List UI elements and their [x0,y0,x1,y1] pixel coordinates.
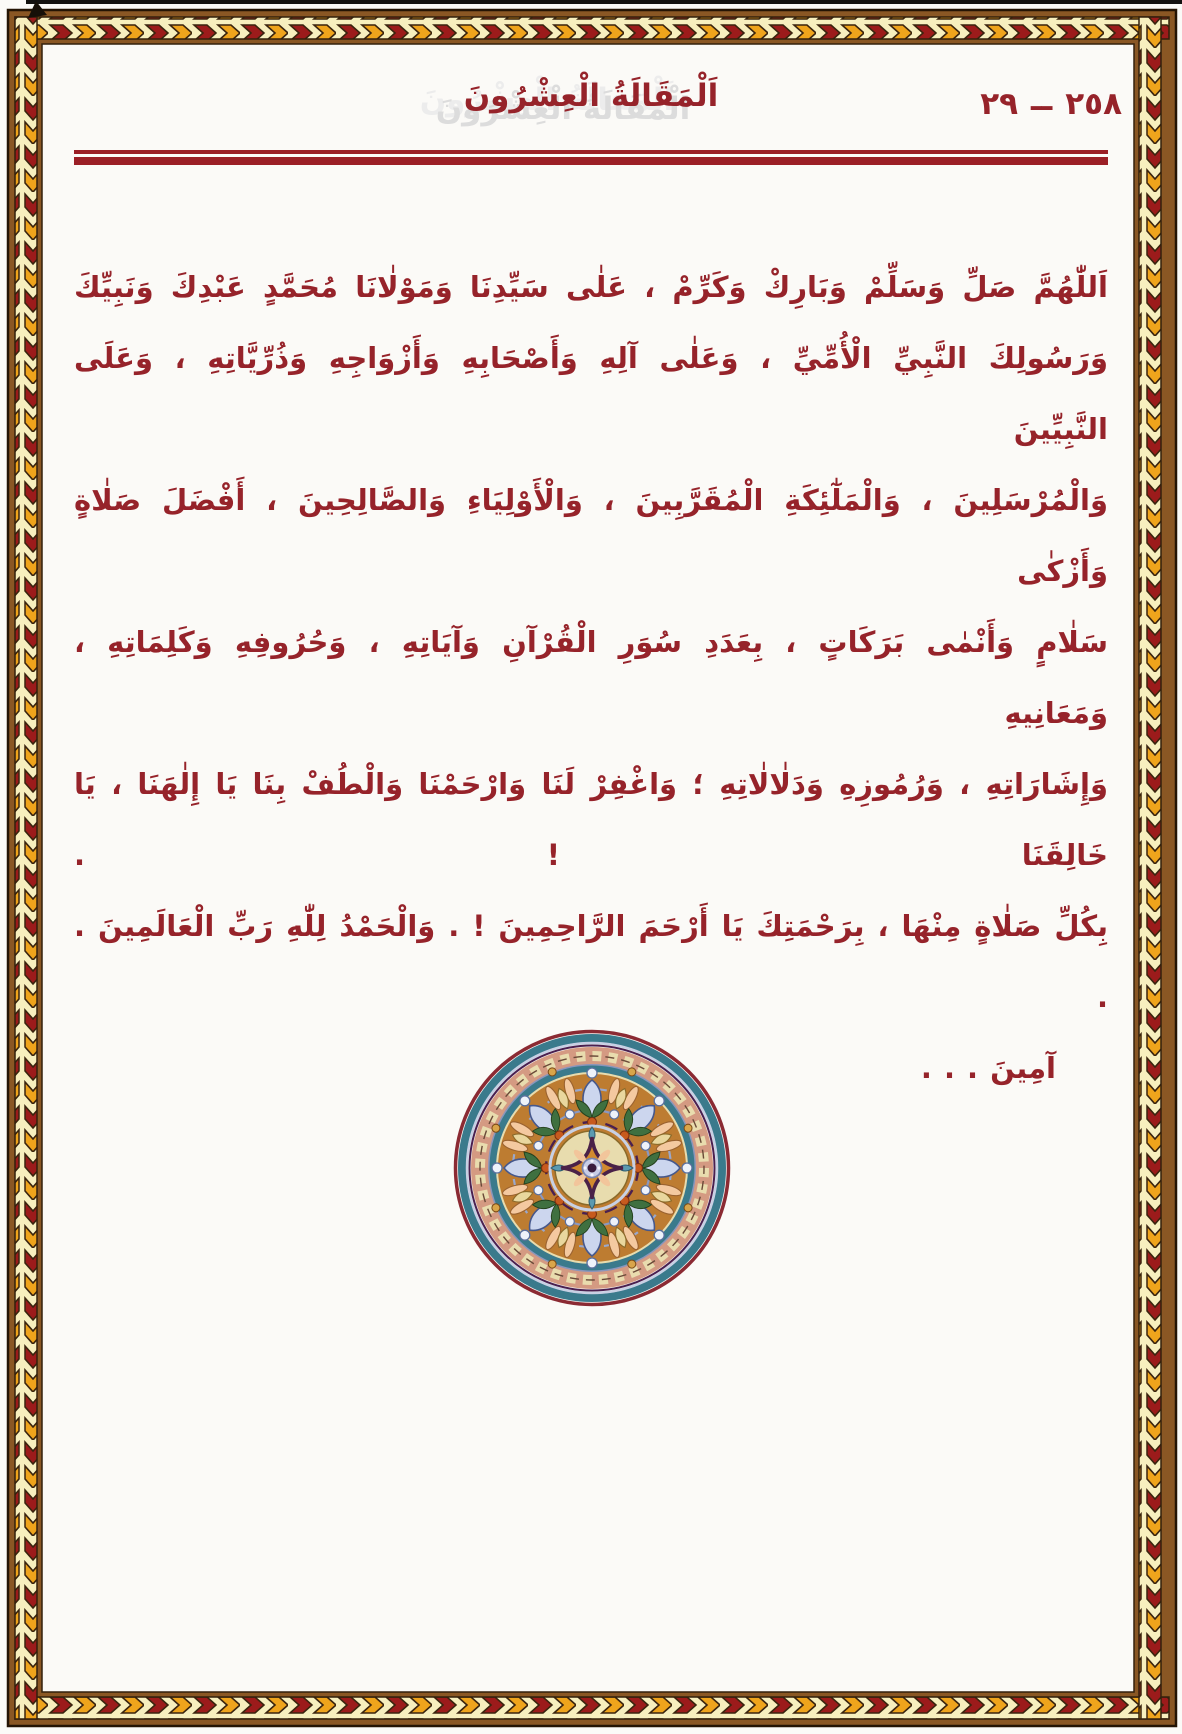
body-line-4: سَلٰامٍ وَأَنْمٰى بَرَكَاتٍ ، بِعَدَدِ سُوَرِ الْقُرْآنِ وَآيَاتِهِ ، وَحُرُوفِهِ وَكَلِمَاتِهِ ، وَمَعَانِيهِ [74,625,1108,730]
body-line-amen: آمِينَ . . . [920,1051,1056,1085]
header-divider-rule [74,150,1108,165]
body-line-1: اَللّٰهُمَّ صَلِّ وَسَلِّمْ وَبَارِكْ وَكَرِّمْ ، عَلٰى سَيِّدِنَا وَمَوْلٰانَا مُحَمَّدٍ عَبْدِكَ وَنَبِيِّكَ [74,270,1108,304]
page-number-right: ٢٥٨ [1065,86,1122,122]
body-line-5: وَإِشَارَاتِهِ ، وَرُمُوزِهِ وَدَلٰالٰاتِهِ ؛ وَاغْفِرْ لَنَا وَارْحَمْنَا وَالْطُفْ بِنَا يَا إِلٰهَنَا ، يَا خَالِقَنَا ! . [74,767,1108,872]
page-number-separator: ــ [1031,82,1053,118]
page-number-left: ٢٩ [980,86,1019,122]
prayer-text [74,252,1108,1104]
body-line-3: وَالْمُرْسَلِينَ ، وَالْمَلٰٓئِكَةِ الْمُقَرَّبِينَ ، وَالْأَوْلِيَاءِ وَالصَّالِحِينَ ، أَفْضَلَ صَلٰاةٍ وَأَزْكٰى [74,483,1108,588]
body-line-6: بِكُلِّ صَلٰاةٍ مِنْهَا ، بِرَحْمَتِكَ يَا أَرْحَمَ الرَّاحِمِينَ ! . وَالْحَمْدُ لِلّٰهِ رَبِّ الْعَالَمِينَ . . [74,909,1108,1014]
body-line-2: وَرَسُولِكَ النَّبِيِّ الْأُمِّيِّ ، وَعَلٰى آلِهِ وَأَصْحَابِهِ وَأَزْوَاجِهِ وَذُرِّيَّاتِهِ ، وَعَلَى النَّبِيِّينَ [74,341,1108,446]
rosette-ornament [452,1028,732,1308]
article-title: اَلْمَقَالَةُ الْعِشْرُونَ [463,78,719,114]
